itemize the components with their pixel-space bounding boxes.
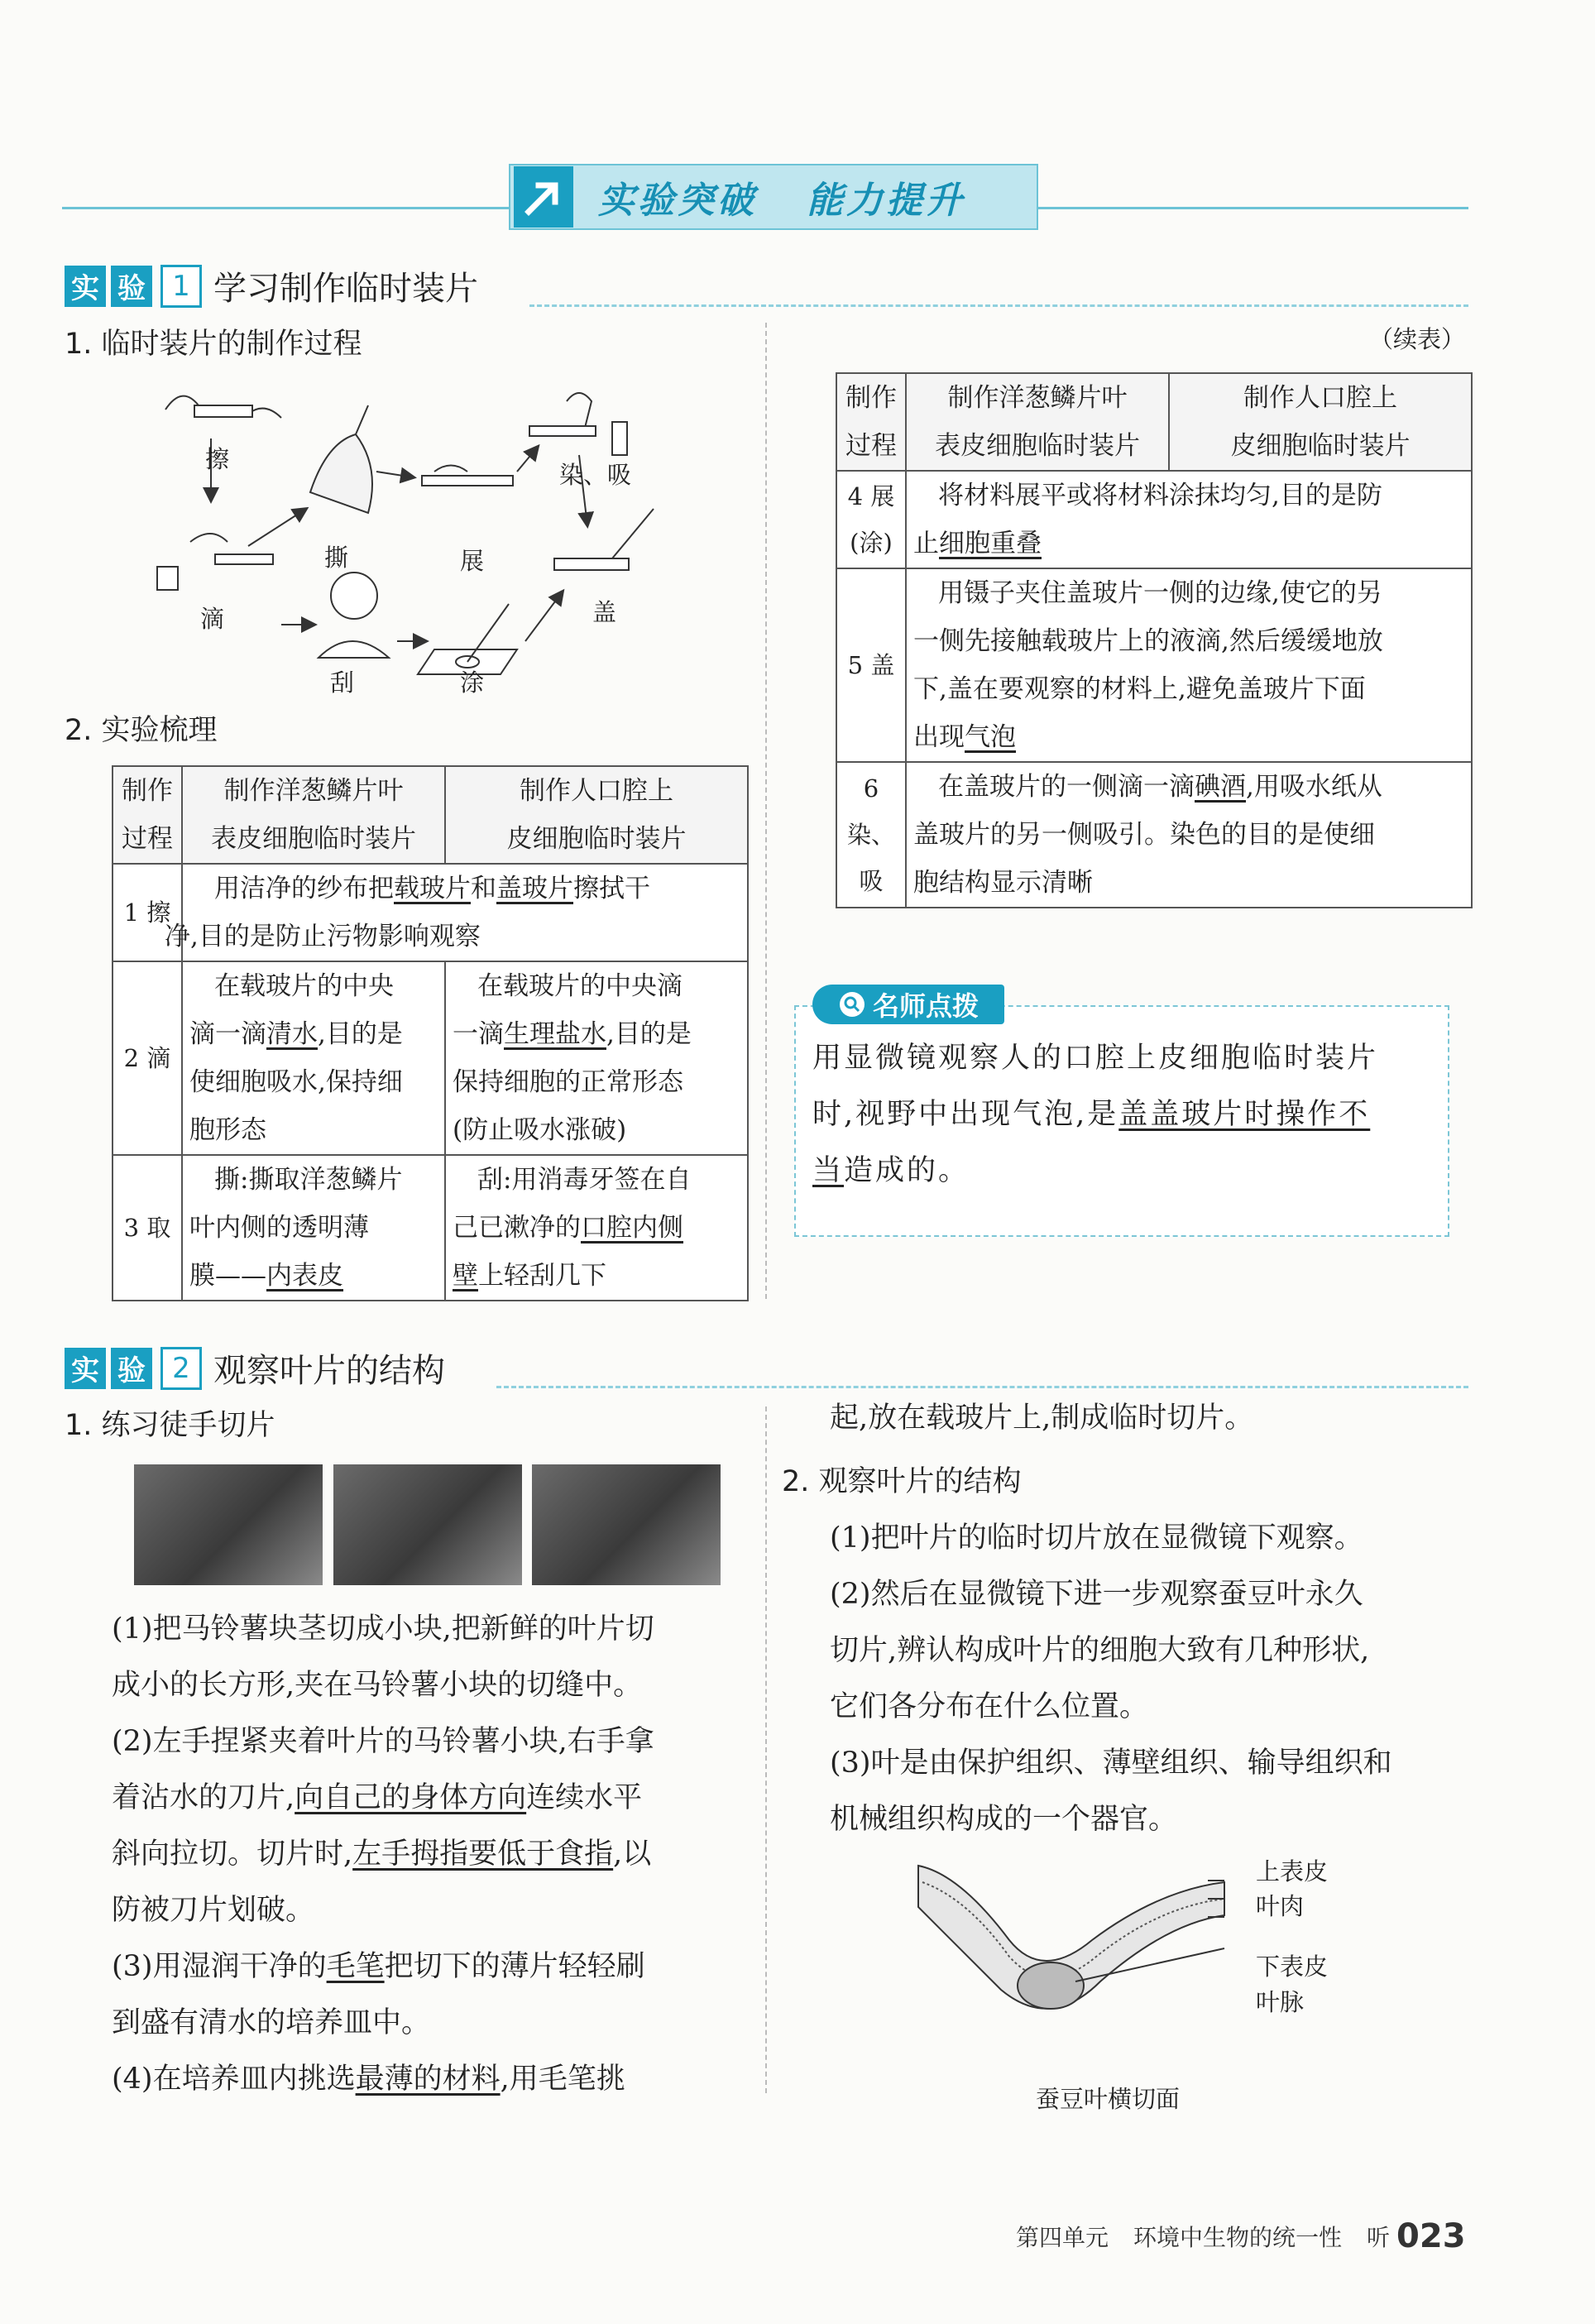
section-banner [509, 164, 1038, 230]
text: 用镊子夹住盖玻片一侧的边缘,使它的另 [938, 578, 1382, 608]
text: ,目的是 [606, 1019, 692, 1049]
procedure-table-left [112, 765, 749, 1301]
text: 保持细胞的正常形态 [453, 1067, 683, 1097]
table-row [113, 961, 748, 1155]
diagram-label-ran: 染、吸 [559, 461, 632, 489]
cell-ca [165, 864, 748, 961]
leaf-diagram-caption: 蚕豆叶横切面 [1036, 2085, 1181, 2113]
diagram-label-tu: 涂 [460, 668, 485, 697]
arrow-icon [514, 166, 573, 228]
experiment-number: 2 [160, 1347, 202, 1390]
th-onion-a: 制作洋葱鳞片叶 [223, 776, 404, 806]
text: 胞形态 [189, 1115, 266, 1145]
text: 用显微镜观察人的口腔上皮细胞临时装片 [812, 1042, 1379, 1075]
answer: 载玻片 [394, 874, 471, 903]
text: (2)然后在显微镜下进一步观察蚕豆叶永久 [830, 1578, 1363, 1611]
experiment-label-a: 实 [65, 266, 106, 307]
text: 在载玻片的中央 [214, 971, 394, 1001]
answer: 盖玻片 [496, 874, 573, 903]
text: 己已漱净的 [453, 1213, 581, 1243]
answer: 气泡 [965, 722, 1016, 752]
table-row [836, 471, 1472, 568]
answer: 盖盖玻片时操作不 [1118, 1098, 1371, 1131]
footer-chapter: 环境中生物的统一性 [1133, 2224, 1343, 2251]
subheading-freehand: 1. 练习徒手切片 [65, 1409, 275, 1442]
photo-cutting-2 [333, 1464, 522, 1585]
banner-title-b: 能力提升 [807, 180, 965, 222]
table-row [113, 1155, 748, 1301]
subheading-process: 1. 临时装片的制作过程 [65, 328, 362, 361]
text: (4)在培养皿内挑选 [112, 2063, 356, 2096]
diagram-label-si: 撕 [324, 544, 349, 572]
table-row [836, 762, 1472, 908]
photo-cutting-3 [532, 1464, 721, 1585]
leaf-label-lower-epidermis: 下表皮 [1256, 1953, 1329, 1981]
th-onion-a: 制作洋葱鳞片叶 [947, 383, 1128, 413]
th-onion-b: 表皮细胞临时装片 [935, 431, 1140, 461]
text: 止 [913, 529, 939, 558]
experiment-label-b: 验 [111, 1348, 152, 1389]
cell-qu-onion [182, 1155, 445, 1301]
text: ,以 [613, 1838, 652, 1871]
diagram-label-gai: 盖 [592, 598, 617, 626]
th-cheek-b: 皮细胞临时装片 [1230, 431, 1411, 461]
step-di: 2 滴 [113, 961, 182, 1155]
cell-gai [906, 568, 1472, 762]
answer: 碘酒 [1195, 772, 1246, 802]
table-row [836, 568, 1472, 762]
text: 防被刀片划破。 [112, 1894, 315, 1927]
answer: 左手拇指要低于食指 [352, 1838, 614, 1871]
answer: 口腔内侧 [581, 1213, 683, 1243]
text: 滴一滴 [189, 1019, 266, 1049]
text: 下,盖在要观察的材料上,避免盖玻片下面 [913, 674, 1366, 704]
text: 把切下的薄片轻轻刷 [384, 1950, 645, 1983]
cell-di-cheek [445, 961, 748, 1155]
answer: 毛笔 [326, 1950, 385, 1983]
answer: 向自己的身体方向 [295, 1781, 527, 1814]
th-onion-b: 表皮细胞临时装片 [211, 824, 416, 854]
text: 在载玻片的中央滴 [477, 971, 683, 1001]
cell-qu-cheek [445, 1155, 748, 1301]
th-cheek-b: 皮细胞临时装片 [506, 824, 687, 854]
step-gai: 5 盖 [836, 568, 906, 762]
text: 它们各分布在什么位置。 [830, 1690, 1149, 1723]
freehand-step-cont: 起,放在载玻片上,制成临时切片。 [830, 1402, 1254, 1435]
experiment-2-header [65, 1344, 445, 1392]
page-number: 023 [1396, 2217, 1466, 2255]
experiment-label-a: 实 [65, 1348, 106, 1389]
experiment-label-b: 验 [111, 266, 152, 307]
text: 盖玻片的另一侧吸引。染色的目的是使细 [913, 820, 1375, 850]
th-cheek-a: 制作人口腔上 [520, 776, 673, 806]
diagram-label-zhan: 展 [460, 547, 485, 575]
step-ca: 1 擦 [113, 864, 182, 961]
text: ,用吸水纸从 [1246, 772, 1382, 802]
diagram-label-di: 滴 [200, 605, 225, 633]
text: (3)叶是由保护组织、薄壁组织、输导组织和 [830, 1747, 1392, 1780]
answer: 当 [812, 1154, 845, 1187]
text: 和 [471, 874, 496, 903]
banner-line-left [62, 207, 509, 209]
text: 膜—— [189, 1261, 266, 1291]
answer: 壁 [453, 1261, 478, 1291]
leaf-label-mesophyll: 叶肉 [1256, 1892, 1305, 1920]
text: 胞结构显示清晰 [913, 868, 1093, 898]
column-divider [765, 323, 767, 1299]
cell-di-onion [182, 961, 445, 1155]
text: 出现 [913, 722, 965, 752]
leaf-label-vein: 叶脉 [1256, 1988, 1305, 2016]
text: 擦拭干 [573, 874, 650, 903]
cell-zhan [906, 471, 1472, 568]
magnifier-icon [838, 990, 866, 1018]
text: (2)左手捏紧夹着叶片的马铃薯小块,右手拿 [112, 1725, 654, 1758]
text: 机械组织构成的一个器官。 [830, 1803, 1178, 1836]
diagram-label-gua: 刮 [330, 668, 355, 697]
text: 将材料展平或将材料涂抹均匀,目的是防 [938, 481, 1382, 510]
procedure-diagram [149, 376, 662, 707]
answer: 细胞重叠 [939, 529, 1042, 558]
text: 斜向拉切。切片时, [112, 1838, 353, 1871]
th-process-b: 过程 [845, 431, 897, 461]
text: 一滴 [453, 1019, 504, 1049]
text: (3)用湿润干净的 [112, 1950, 327, 1983]
text: (1)把叶片的临时切片放在显微镜下观察。 [830, 1521, 1363, 1555]
leaf-label-upper-epidermis: 上表皮 [1256, 1857, 1329, 1886]
text: 使细胞吸水,保持细 [189, 1067, 403, 1097]
experiment-1-header [65, 262, 478, 309]
tip-label-text: 名师点拨 [872, 990, 979, 1022]
experiment-title: 学习制作临时装片 [213, 270, 478, 308]
answer: 最薄的材料 [355, 2063, 501, 2096]
step-zhan: 4 展(涂) [836, 471, 906, 568]
cell-ran [906, 762, 1472, 908]
text: (防止吸水涨破) [453, 1115, 627, 1145]
text: 撕:撕取洋葱鳞片 [214, 1165, 403, 1195]
answer: 清水 [266, 1019, 318, 1049]
photo-cutting-1 [134, 1464, 323, 1585]
th-process-b: 过程 [122, 824, 173, 854]
subheading-summary: 2. 实验梳理 [65, 714, 218, 747]
step-ran: 6 染、吸 [836, 762, 906, 908]
tip-label [812, 985, 1004, 1024]
footer-unit: 第四单元 [1016, 2224, 1109, 2251]
text: ,用毛笔挑 [500, 2063, 625, 2096]
text: ,目的是 [318, 1019, 403, 1049]
text: 连续水平 [526, 1781, 643, 1814]
divider [529, 304, 1468, 307]
text: 切片,辨认构成叶片的细胞大致有几种形状, [830, 1634, 1370, 1667]
column-divider [765, 1406, 767, 2093]
banner-line-right [1038, 207, 1468, 209]
banner-title-a: 实验突破 [598, 180, 757, 222]
text: 一侧先接触载玻片上的液滴,然后缓缓地放 [913, 626, 1383, 656]
leaf-cross-section-diagram [910, 1857, 1241, 2064]
experiment-number: 1 [160, 265, 202, 308]
subheading-leaf: 2. 观察叶片的结构 [782, 1465, 1022, 1498]
tip-text [812, 1030, 1441, 1199]
step-qu: 3 取 [113, 1155, 182, 1301]
table-row [113, 864, 748, 961]
text: 净,目的是防止污物影响观察 [165, 922, 481, 951]
text: (1)把马铃薯块茎切成小块,把新鲜的叶片切 [112, 1612, 654, 1646]
diagram-label-ca: 擦 [205, 445, 230, 473]
text: 时,视野中出现气泡,是 [812, 1098, 1119, 1131]
answer: 内表皮 [266, 1261, 343, 1291]
text: 在盖玻片的一侧滴一滴 [938, 772, 1195, 802]
procedure-table-right [836, 372, 1473, 908]
divider [496, 1386, 1468, 1388]
footer-ting: 听 [1367, 2224, 1391, 2251]
freehand-steps [112, 1601, 765, 2107]
th-process-a: 制作 [122, 776, 173, 806]
text: 成小的长方形,夹在马铃薯小块的切缝中。 [112, 1669, 643, 1702]
text: 着沾水的刀片, [112, 1781, 295, 1814]
text: 到盛有清水的培养皿中。 [112, 2006, 431, 2039]
footer [1016, 2217, 1466, 2255]
text: 用洁净的纱布把 [214, 874, 394, 903]
leaf-steps [830, 1510, 1483, 1847]
text: 上轻刮几下 [478, 1261, 606, 1291]
text: 造成的。 [844, 1154, 970, 1187]
experiment-title: 观察叶片的结构 [213, 1352, 445, 1390]
th-cheek-a: 制作人口腔上 [1243, 383, 1397, 413]
th-process-a: 制作 [845, 383, 897, 413]
continued-note: （续表） [1369, 325, 1466, 353]
text: 叶内侧的透明薄 [189, 1213, 369, 1243]
answer: 生理盐水 [504, 1019, 606, 1049]
text: 刮:用消毒牙签在自 [477, 1165, 692, 1195]
